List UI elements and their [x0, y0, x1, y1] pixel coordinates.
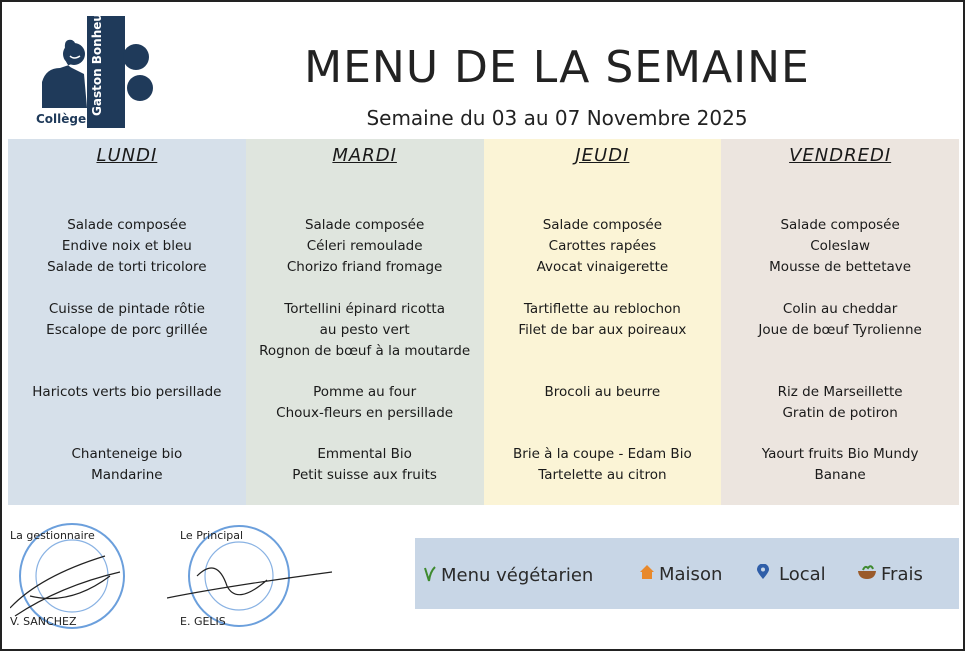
school-name-line1: Collège: [36, 112, 87, 126]
starter-block: [484, 215, 722, 278]
legend-fresh-label: Frais: [881, 564, 923, 585]
menu-item: Brie à la coupe - Edam Bio: [513, 446, 692, 462]
menu-item: Mousse de bettetave: [769, 259, 912, 275]
menu-item: Tortellini épinard ricotta: [284, 301, 445, 317]
day-heading: VENDREDI: [789, 145, 892, 166]
legend-local: [757, 564, 826, 585]
menu-item: Yaourt fruits Bio Mundy: [761, 446, 919, 462]
menu-item: Mandarine: [91, 467, 163, 483]
house-icon: [639, 564, 655, 585]
starter-block: [246, 215, 484, 278]
legend-fresh: [857, 564, 923, 585]
school-name-line2: Gaston Bonheur: [90, 7, 104, 116]
menu-item: Rognon de bœuf à la moutarde: [259, 343, 471, 359]
page-subtitle: Semaine du 03 au 07 Novembre 2025: [366, 106, 748, 130]
main-block: [484, 299, 722, 341]
main-block: [721, 299, 959, 341]
signature-name-left: V. SANCHEZ: [10, 615, 77, 628]
signature-title-left: La gestionnaire: [10, 529, 95, 542]
page-title: MENU DE LA SEMAINE: [304, 42, 810, 93]
dessert-block: [8, 444, 246, 486]
menu-item: Colin au cheddar: [782, 301, 898, 317]
day-heading: MARDI: [332, 145, 397, 166]
menu-item: Haricots verts bio persillade: [32, 384, 222, 400]
side-block: [484, 382, 722, 403]
menu-item: Choux-fleurs en persillade: [276, 405, 454, 421]
side-block: [8, 382, 246, 403]
menu-item: Filet de bar aux poireaux: [518, 322, 687, 338]
side-block: [721, 382, 959, 424]
day-column-lundi: [8, 139, 246, 505]
menu-item: Pomme au four: [313, 384, 417, 400]
day-heading: JEUDI: [575, 145, 630, 166]
menu-item: Salade composée: [542, 217, 663, 233]
school-logo: [32, 7, 157, 131]
menu-item: Coleslaw: [810, 238, 871, 254]
menu-item: Emmental Bio: [317, 446, 412, 462]
legend-homemade: [639, 564, 722, 585]
starter-block: [721, 215, 959, 278]
menu-item: Chanteneige bio: [71, 446, 183, 462]
menu-item: Endive noix et bleu: [61, 238, 192, 254]
dessert-block: [721, 444, 959, 486]
day-column-mardi: [246, 139, 484, 505]
main-block: [246, 299, 484, 362]
menu-item: Tartiflette au reblochon: [523, 301, 681, 317]
signature-title-right: Le Principal: [180, 529, 244, 542]
week-menu-grid: [8, 139, 959, 505]
menu-item: Salade composée: [67, 217, 187, 233]
map-pin-icon: [757, 564, 769, 585]
menu-item: Escalope de porc grillée: [46, 322, 208, 338]
menu-item: Gratin de potiron: [782, 405, 898, 421]
signature-name-right: E. GELIS: [180, 615, 226, 628]
day-column-vendredi: [721, 139, 959, 505]
menu-item: Petit suisse aux fruits: [292, 467, 437, 483]
menu-item: Salade composée: [780, 217, 900, 233]
legend-local-label: Local: [779, 564, 826, 585]
main-block: [8, 299, 246, 341]
legend-vegetarian-label: Menu végétarien: [441, 565, 594, 586]
starter-block: [8, 215, 246, 278]
menu-item: Cuisse de pintade rôtie: [48, 301, 205, 317]
menu-item: Salade composée: [304, 217, 425, 233]
side-block: [246, 382, 484, 424]
menu-item: Carottes rapées: [548, 238, 657, 254]
legend-vegetarian: [421, 564, 593, 587]
dessert-block: [246, 444, 484, 486]
menu-item: Joue de bœuf Tyrolienne: [758, 322, 922, 338]
day-heading: LUNDI: [96, 145, 158, 166]
leaf-icon: [421, 564, 437, 587]
menu-item: Céleri remoulade: [306, 238, 423, 254]
salad-bowl-icon: [857, 564, 877, 585]
menu-item: Brocoli au beurre: [544, 384, 661, 400]
menu-item: Salade de torti tricolore: [47, 259, 207, 275]
legend-panel: [415, 538, 959, 609]
menu-item: au pesto vert: [319, 322, 410, 338]
legend-homemade-label: Maison: [659, 564, 723, 585]
menu-item: Avocat vinaigerette: [536, 259, 669, 275]
menu-item: Tartelette au citron: [538, 467, 667, 483]
menu-item: Banane: [814, 467, 866, 483]
menu-item: Chorizo friand fromage: [286, 259, 443, 275]
dessert-block: [484, 444, 722, 486]
day-column-jeudi: [484, 139, 722, 505]
menu-item: Riz de Marseillette: [777, 384, 903, 400]
